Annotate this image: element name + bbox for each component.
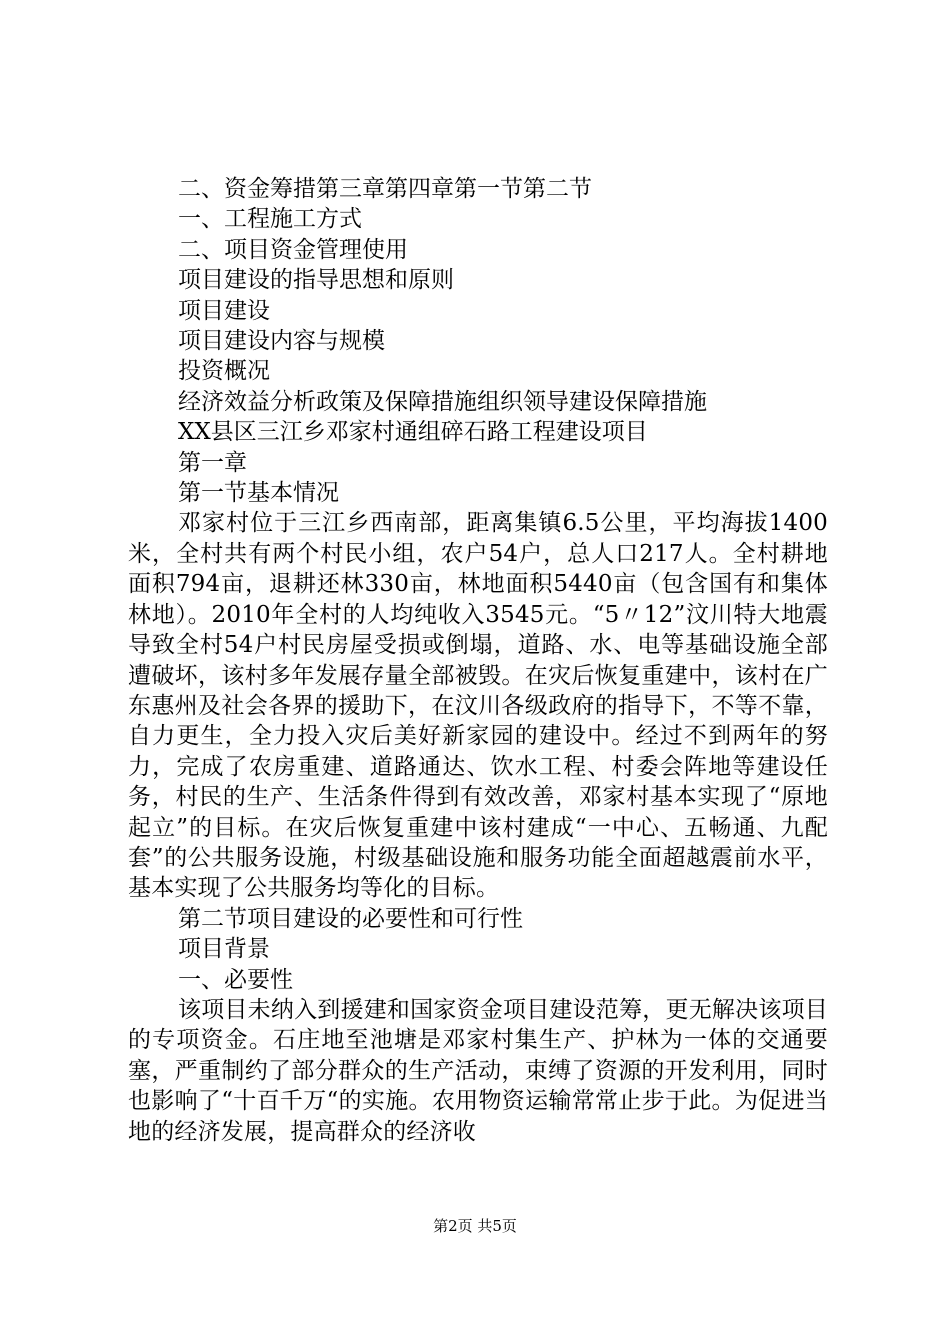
toc-line: 项目建设 <box>178 297 270 324</box>
subsection-heading: 一、必要性 <box>178 966 293 993</box>
toc-line: 二、项目资金管理使用 <box>178 236 408 263</box>
section-heading: 第二节项目建设的必要性和可行性 <box>178 905 523 932</box>
toc-line: 经济效益分析政策及保障措施组织领导建设保障措施 <box>178 388 707 415</box>
necessity-paragraph: 该项目未纳入到援建和国家资金项目建设范筹，更无解决该项目的专项资金。石庄地至池塘是邓家村集生产、护林为一体的交通要塞，严重制约了部分群众的生产活动，束缚了资源的开发利用，同时也影响了“十百千万“的实施。农用物资运输常常止步于此。为促进当地的经济发展，提高群众的经济收 <box>128 996 828 1145</box>
toc-line: 项目建设的指导思想和原则 <box>178 267 454 294</box>
chapter-heading: 第一章 <box>178 449 247 476</box>
toc-line: 项目建设内容与规模 <box>178 328 385 355</box>
toc-line: 二、资金筹措第三章第四章第一节第二节 <box>178 176 592 202</box>
toc-line: 一、工程施工方式 <box>178 206 362 233</box>
page-footer: 第2页 共5页 <box>433 1217 517 1235</box>
basic-info-paragraph: 邓家村位于三江乡西南部，距离集镇6.5公里，平均海拔1400米，全村共有两个村民小组，农户54户，总人口217人。全村耕地面积794亩，退耕还林330亩，林地面积5440亩（包含国有和集体林地）。2010年全村的人均纯收入3545元。“5〃12”汶川特大地震导致全村54户村民房屋受损或倒塌，道路、水、电等基础设施全部遭破坏，该村多年发展存量全部被毁。在灾后恢复重建中，该村在广东惠州及社会各界的援助下，在汶川各级政府的指导下，不等不靠，自力更生，全力投入灾后美好新家园的建设中。经过不到两年的努力，完成了农房重建、道路通达、饮水工程、村委会阵地等建设任务，村民的生产、生活条件得到有效改善，邓家村基本实现了“原地起立”的目标。在灾后恢复重建中该村建成“一中心、五畅通、九配套”的公共服务设施，村级基础设施和服务功能全面超越震前水平，基本实现了公共服务均等化的目标。 <box>128 510 828 902</box>
document-body <box>128 174 828 1147</box>
subsection-heading: 项目背景 <box>178 936 270 963</box>
toc-line: 投资概况 <box>178 358 270 385</box>
project-title: XX县区三江乡邓家村通组碎石路工程建设项目 <box>178 419 648 446</box>
section-heading: 第一节基本情况 <box>178 480 339 507</box>
